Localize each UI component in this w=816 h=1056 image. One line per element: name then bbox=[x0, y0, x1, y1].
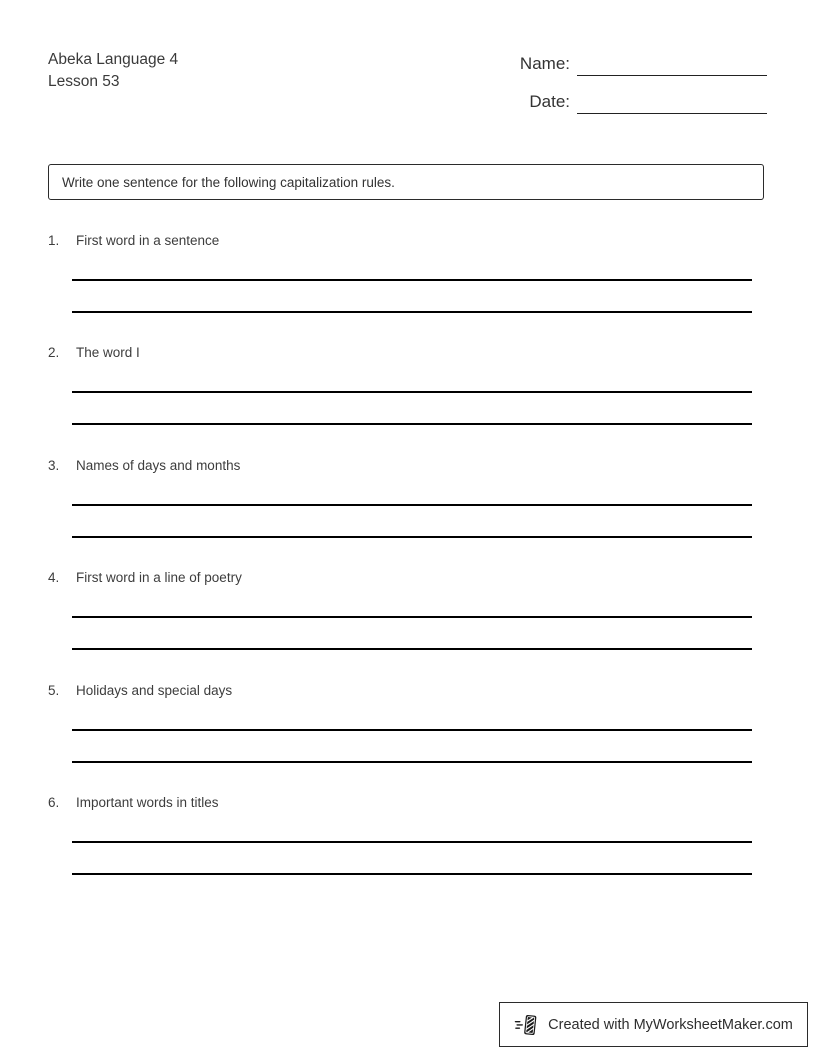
worksheet-item-6 bbox=[48, 795, 768, 895]
course-title: Abeka Language 4 bbox=[48, 51, 179, 68]
item-number: 3. bbox=[48, 458, 60, 473]
worksheet-item-1 bbox=[48, 233, 768, 333]
item-label: Names of days and months bbox=[76, 458, 241, 473]
item-text bbox=[48, 570, 768, 586]
item-text bbox=[48, 345, 768, 361]
answer-line[interactable] bbox=[72, 279, 752, 281]
credit-box[interactable] bbox=[499, 1002, 808, 1047]
item-label: Holidays and special days bbox=[76, 683, 233, 698]
item-text bbox=[48, 458, 768, 474]
worksheet-item-4 bbox=[48, 570, 768, 670]
name-field-row bbox=[440, 52, 767, 76]
worksheet-maker-logo-icon bbox=[514, 1011, 540, 1039]
answer-line[interactable] bbox=[72, 761, 752, 763]
header-block bbox=[48, 49, 178, 93]
item-number: 6. bbox=[48, 795, 60, 810]
credit-text: Created with MyWorksheetMaker.com bbox=[548, 1016, 793, 1033]
item-text bbox=[48, 795, 768, 811]
answer-line[interactable] bbox=[72, 504, 752, 506]
answer-line[interactable] bbox=[72, 648, 752, 650]
answer-line[interactable] bbox=[72, 423, 752, 425]
answer-line[interactable] bbox=[72, 311, 752, 313]
answer-line[interactable] bbox=[72, 729, 752, 731]
answer-line[interactable] bbox=[72, 391, 752, 393]
answer-line[interactable] bbox=[72, 873, 752, 875]
instructions-box bbox=[48, 164, 764, 200]
name-input-line[interactable] bbox=[577, 52, 767, 76]
item-number: 4. bbox=[48, 570, 60, 585]
answer-line[interactable] bbox=[72, 616, 752, 618]
name-label: Name: bbox=[519, 54, 570, 73]
worksheet-item-2 bbox=[48, 345, 768, 445]
item-number: 2. bbox=[48, 345, 60, 360]
item-label: First word in a line of poetry bbox=[76, 570, 242, 585]
item-number: 1. bbox=[48, 233, 60, 248]
item-number: 5. bbox=[48, 683, 60, 698]
item-label: Important words in titles bbox=[76, 795, 219, 810]
date-field-row bbox=[440, 90, 767, 114]
item-label: First word in a sentence bbox=[76, 233, 220, 248]
instructions-text: Write one sentence for the following capitalization rules. bbox=[62, 174, 395, 190]
answer-line[interactable] bbox=[72, 841, 752, 843]
worksheet-item-5 bbox=[48, 683, 768, 783]
item-text bbox=[48, 233, 768, 249]
item-label: The word I bbox=[76, 345, 140, 360]
answer-line[interactable] bbox=[72, 536, 752, 538]
item-text bbox=[48, 683, 768, 699]
date-label: Date: bbox=[529, 92, 570, 111]
lesson-number: Lesson 53 bbox=[48, 73, 120, 90]
worksheet-item-3 bbox=[48, 458, 768, 558]
date-input-line[interactable] bbox=[577, 90, 767, 114]
